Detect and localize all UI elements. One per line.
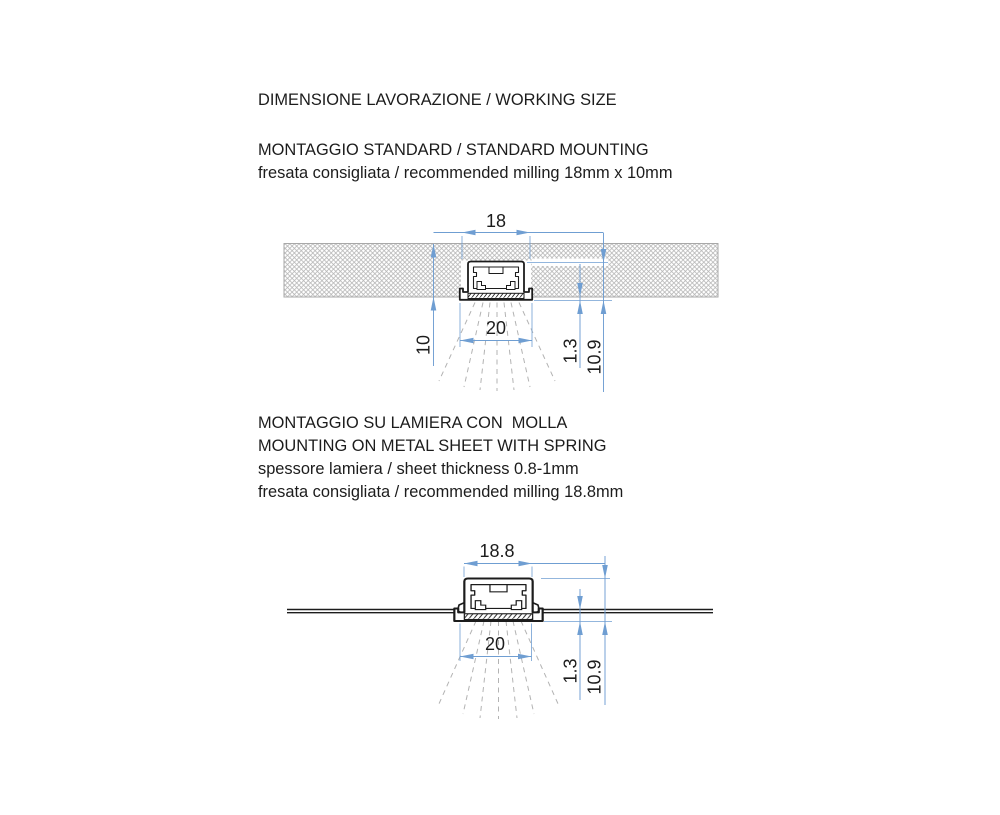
sheet-mounting-heading-it: MONTAGGIO SU LAMIERA CON MOLLA [258,414,568,432]
standard-mounting-heading: MONTAGGIO STANDARD / STANDARD MOUNTING [258,141,649,159]
standard-mounting-drawing [284,211,718,392]
dim-profile-height-label: 10.9 [584,339,605,375]
dim-flange-protrusion-label: 1.3 [560,658,581,684]
dim-milling-width-label: 18.8 [479,541,515,561]
page-title: DIMENSIONE LAVORAZIONE / WORKING SIZE [258,91,617,109]
led-profile-cross-section [454,579,542,621]
dim-overall-width-label: 20 [484,634,506,654]
dim-milling-width-label: 18 [485,211,507,231]
sheet-thickness-note: spessore lamiera / sheet thickness 0.8-1mm [258,460,579,478]
sheet-milling-note: fresata consigliata / recommended milling 18.8mm [258,483,624,501]
light-beam-rays [439,303,555,392]
dim-flange-protrusion-label: 1.3 [560,338,581,364]
standard-mounting-note: fresata consigliata / recommended milling 18mm x 10mm [258,164,673,182]
led-profile-cross-section [460,262,532,300]
dim-milling-depth-label: 10 [413,334,434,356]
sheet-mounting-heading-en: MOUNTING ON METAL SHEET WITH SPRING [258,437,607,455]
sheet-mounting-drawing [287,541,713,719]
dim-profile-height-label: 10.9 [584,659,605,695]
dim-overall-width-label: 20 [485,318,507,338]
